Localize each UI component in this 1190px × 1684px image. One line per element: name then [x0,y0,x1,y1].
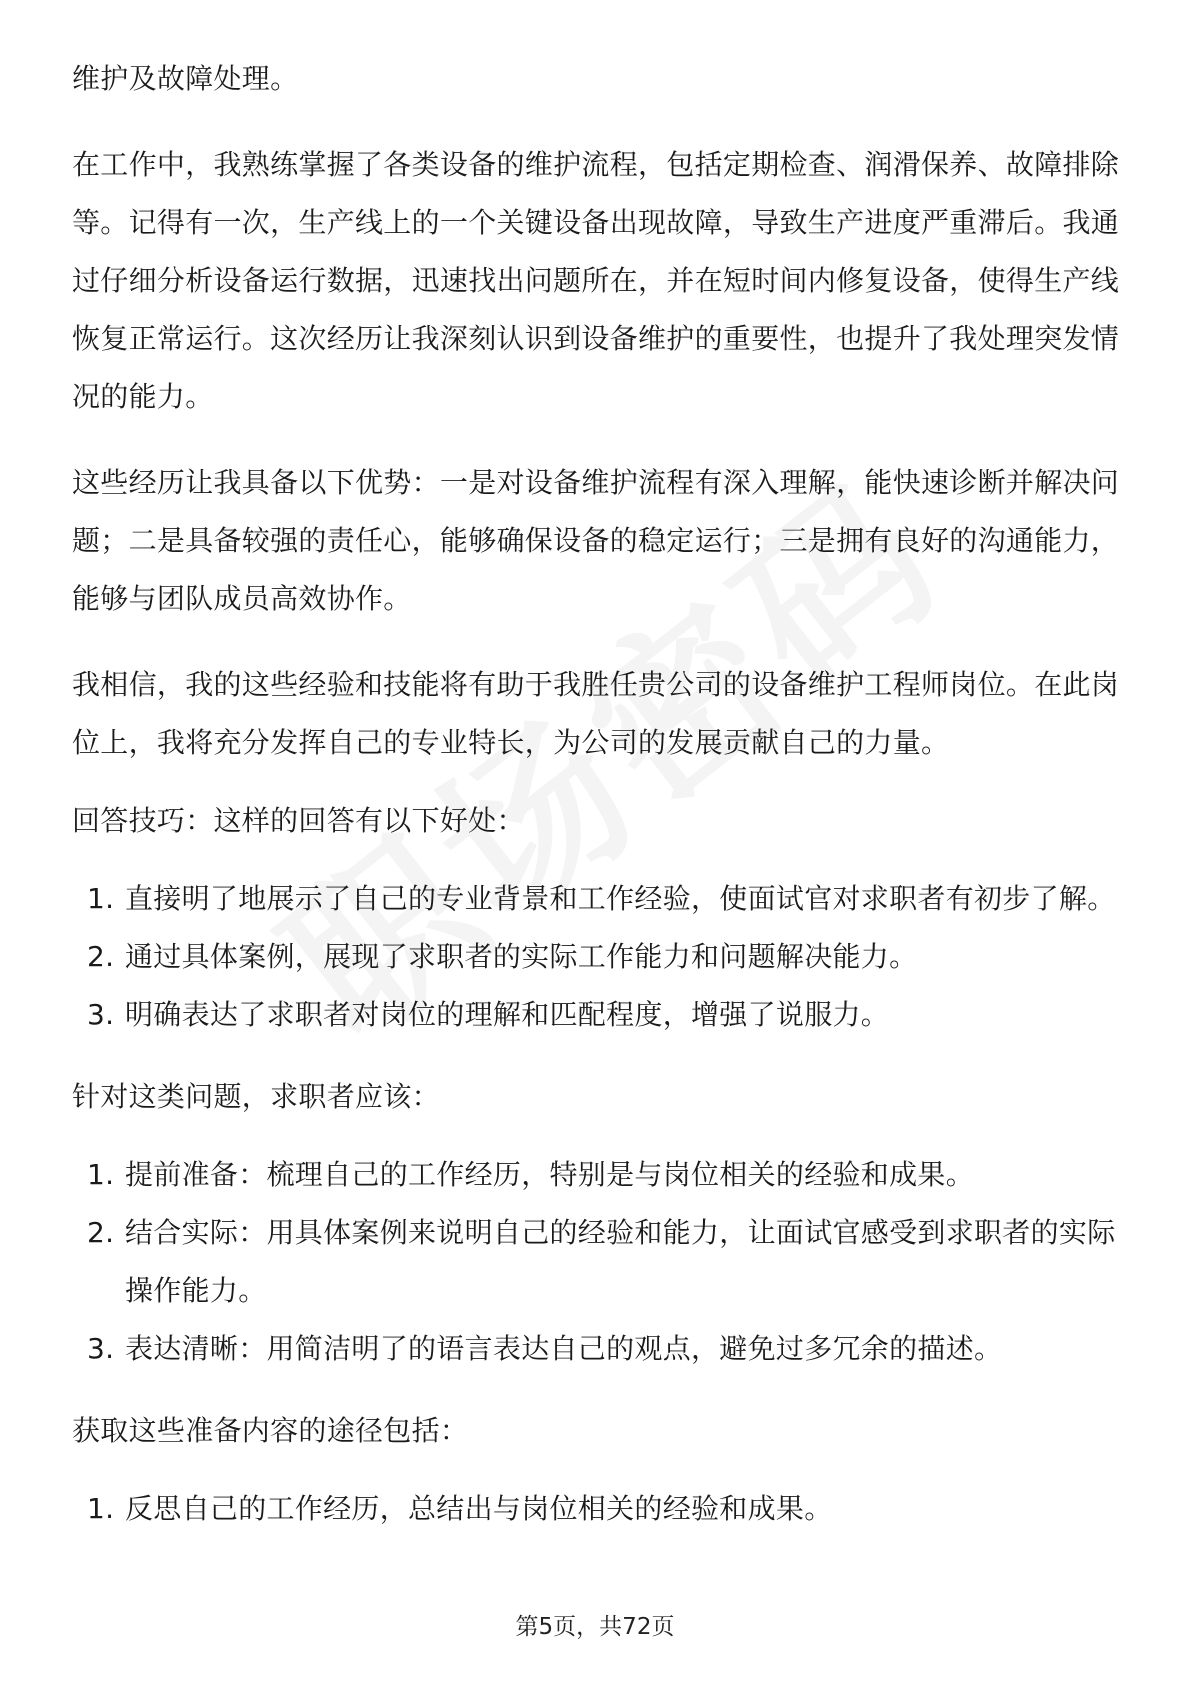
list-item [72,1480,1122,1538]
paragraph-advantages: 这些经历让我具备以下优势：一是对设备维护流程有深入理解，能快速诊断并解决问题；二是具备较强的责任心，能够确保设备的稳定运行；三是拥有良好的沟通能力，能够与团队成员高效协作。 [72,466,1120,615]
list-item [72,1320,1122,1378]
list-number: 1. [87,882,115,915]
list-number: 1. [87,1492,115,1525]
list-number: 2. [87,1216,115,1249]
should-list [72,1146,1122,1378]
list-item-text: 明确表达了求职者对岗位的理解和匹配程度，增强了说服力。 [125,998,890,1031]
paragraph-intro-tail: 维护及故障处理。 [72,62,299,95]
list-item-text: 反思自己的工作经历，总结出与岗位相关的经验和成果。 [125,1492,833,1525]
list-item-text: 结合实际：用具体案例来说明自己的经验和能力，让面试官感受到求职者的实际操作能力。 [125,1216,1116,1307]
should-heading: 针对这类问题，求职者应该： [72,1080,440,1113]
list-item [72,1204,1122,1320]
paragraph-conclusion: 我相信，我的这些经验和技能将有助于我胜任贵公司的设备维护工程师岗位。在此岗位上，我将充分发挥自己的专业特长，为公司的发展贡献自己的力量。 [72,668,1120,759]
list-item [72,928,1122,986]
list-item-text: 通过具体案例，展现了求职者的实际工作能力和问题解决能力。 [125,940,918,973]
paragraph-work-experience: 在工作中，我熟练掌握了各类设备的维护流程，包括定期检查、润滑保养、故障排除等。记得有一次，生产线上的一个关键设备出现故障，导致生产进度严重滞后。我通过仔细分析设备运行数据，迅速找出问题所在，并在短时间内修复设备，使得生产线恢复正常运行。这次经历让我深刻认识到设备维护的重要性，也提升了我处理突发情况的能力。 [72,148,1120,413]
list-item [72,1146,1122,1204]
list-number: 3. [87,998,115,1031]
list-item-text: 提前准备：梳理自己的工作经历，特别是与岗位相关的经验和成果。 [125,1158,975,1191]
list-item-text: 直接明了地展示了自己的专业背景和工作经验，使面试官对求职者有初步了解。 [125,882,1116,915]
list-item [72,986,1122,1044]
tips-heading: 回答技巧：这样的回答有以下好处： [72,804,525,837]
list-item [72,870,1122,928]
list-number: 1. [87,1158,115,1191]
sources-list [72,1480,1122,1538]
list-number: 2. [87,940,115,973]
tips-list [72,870,1122,1044]
list-number: 3. [87,1332,115,1365]
document-page [72,50,1122,1562]
list-item-text: 表达清晰：用简洁明了的语言表达自己的观点，避免过多冗余的描述。 [125,1332,1003,1365]
page-footer: 第5页，共72页 [515,1614,675,1640]
sources-heading: 获取这些准备内容的途径包括： [72,1414,469,1447]
